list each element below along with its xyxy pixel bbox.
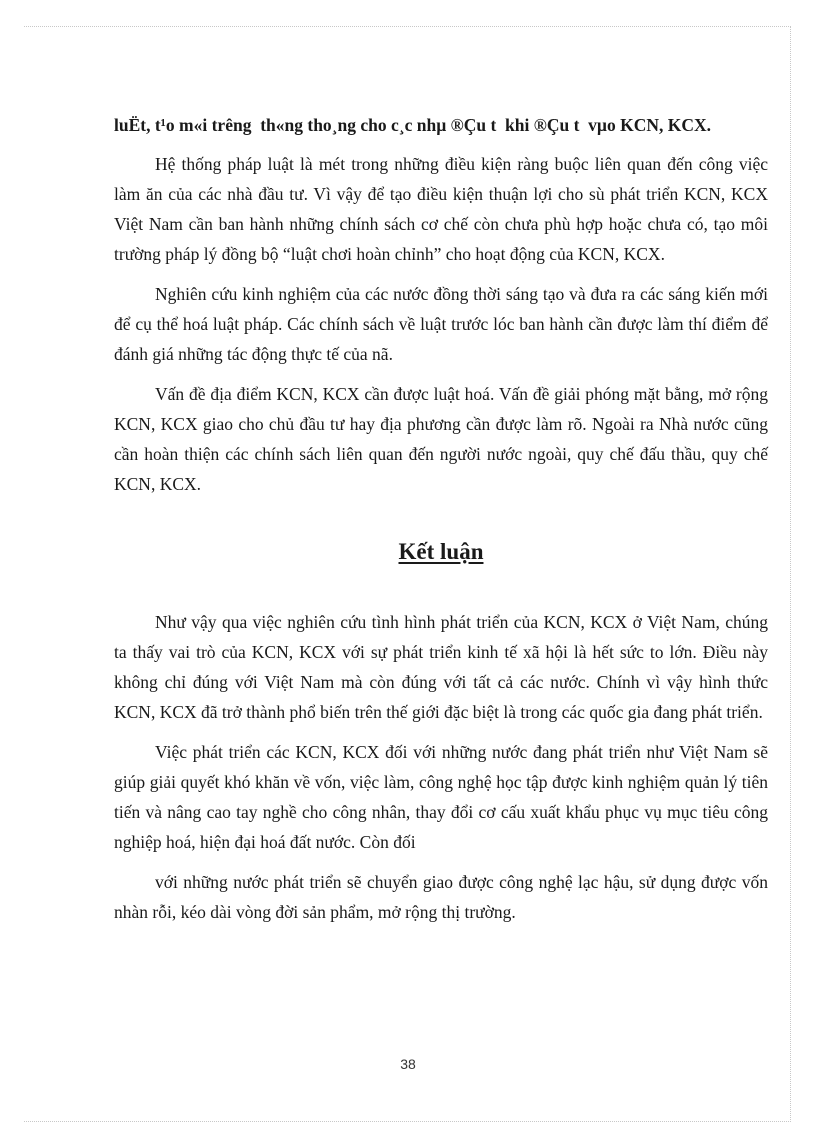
section-title — [114, 537, 768, 567]
paragraph-legal-system: Hệ thống pháp luật là mét trong những điều kiện ràng buộc liên quan đến công việc làm ăn của các nhà đầu tư. Vì vậy để tạo điều kiện thuận lợi cho sù phát triển KCN, KCX Việt Nam cần ban hành những chính sách cơ chế còn chưa phù hợp hoặc chưa có, tạo môi trường pháp lý đồng bộ “luật chơi hoàn chỉnh” cho hoạt động của KCN, KCX. — [114, 154, 768, 264]
section-title-text: Kết luận — [398, 539, 484, 564]
heading-line: luËt, t¹o m«i trêng th«ng tho¸ng cho c¸c nhµ ®Çu t khi ®Çu t vµo KCN, KCX. — [114, 115, 712, 135]
paragraph-conclusion-1: Như vậy qua việc nghiên cứu tình hình phát triển của KCN, KCX ở Việt Nam, chúng ta thấy vai trò của KCN, KCX với sự phát triển kinh tế xã hội là hết sức to lớn. Điều này không chỉ đúng với Việt Nam mà còn đúng với tất cả các nước. Chính vì vậy hình thức KCN, KCX đã trở thành phổ biến trên thế giới đặc biệt là trong các quốc gia đang phát triển. — [114, 612, 768, 722]
paragraph-research-experience: Nghiên cứu kinh nghiệm của các nước đồng thời sáng tạo và đưa ra các sáng kiến mới để cụ thể hoá luật pháp. Các chính sách về luật trước lóc ban hành cần được làm thí điểm để đánh giá những tác động thực tế của nã. — [114, 284, 768, 364]
paragraph-conclusion-2: Việc phát triển các KCN, KCX đối với những nước đang phát triển như Việt Nam sẽ giúp giải quyết khó khăn về vốn, việc làm, công nghệ học tập được kinh nghiệm quản lý tiên tiến và nâng cao tay nghề cho công nhân, thay đổi cơ cấu xuất khẩu phục vụ mục tiêu công nghiệp hoá, hiện đại hoá đất nước. Còn đối — [114, 742, 768, 852]
paragraph-location-law: Vấn đề địa điểm KCN, KCX cần được luật hoá. Vấn đề giải phóng mặt bằng, mở rộng KCN, KCX giao cho chủ đầu tư hay địa phương cần được làm rõ. Ngoài ra Nhà nước cũng cần hoàn thiện các chính sách liên quan đến người nước ngoài, quy chế đấu thầu, quy chế KCN, KCX. — [114, 384, 768, 494]
paragraph-conclusion-3: với những nước phát triển sẽ chuyển giao được công nghệ lạc hậu, sử dụng được vốn nhàn rỗi, kéo dài vòng đời sản phẩm, mở rộng thị trường. — [114, 872, 768, 922]
document-body — [114, 110, 768, 927]
page-number: 38 — [400, 1056, 416, 1072]
